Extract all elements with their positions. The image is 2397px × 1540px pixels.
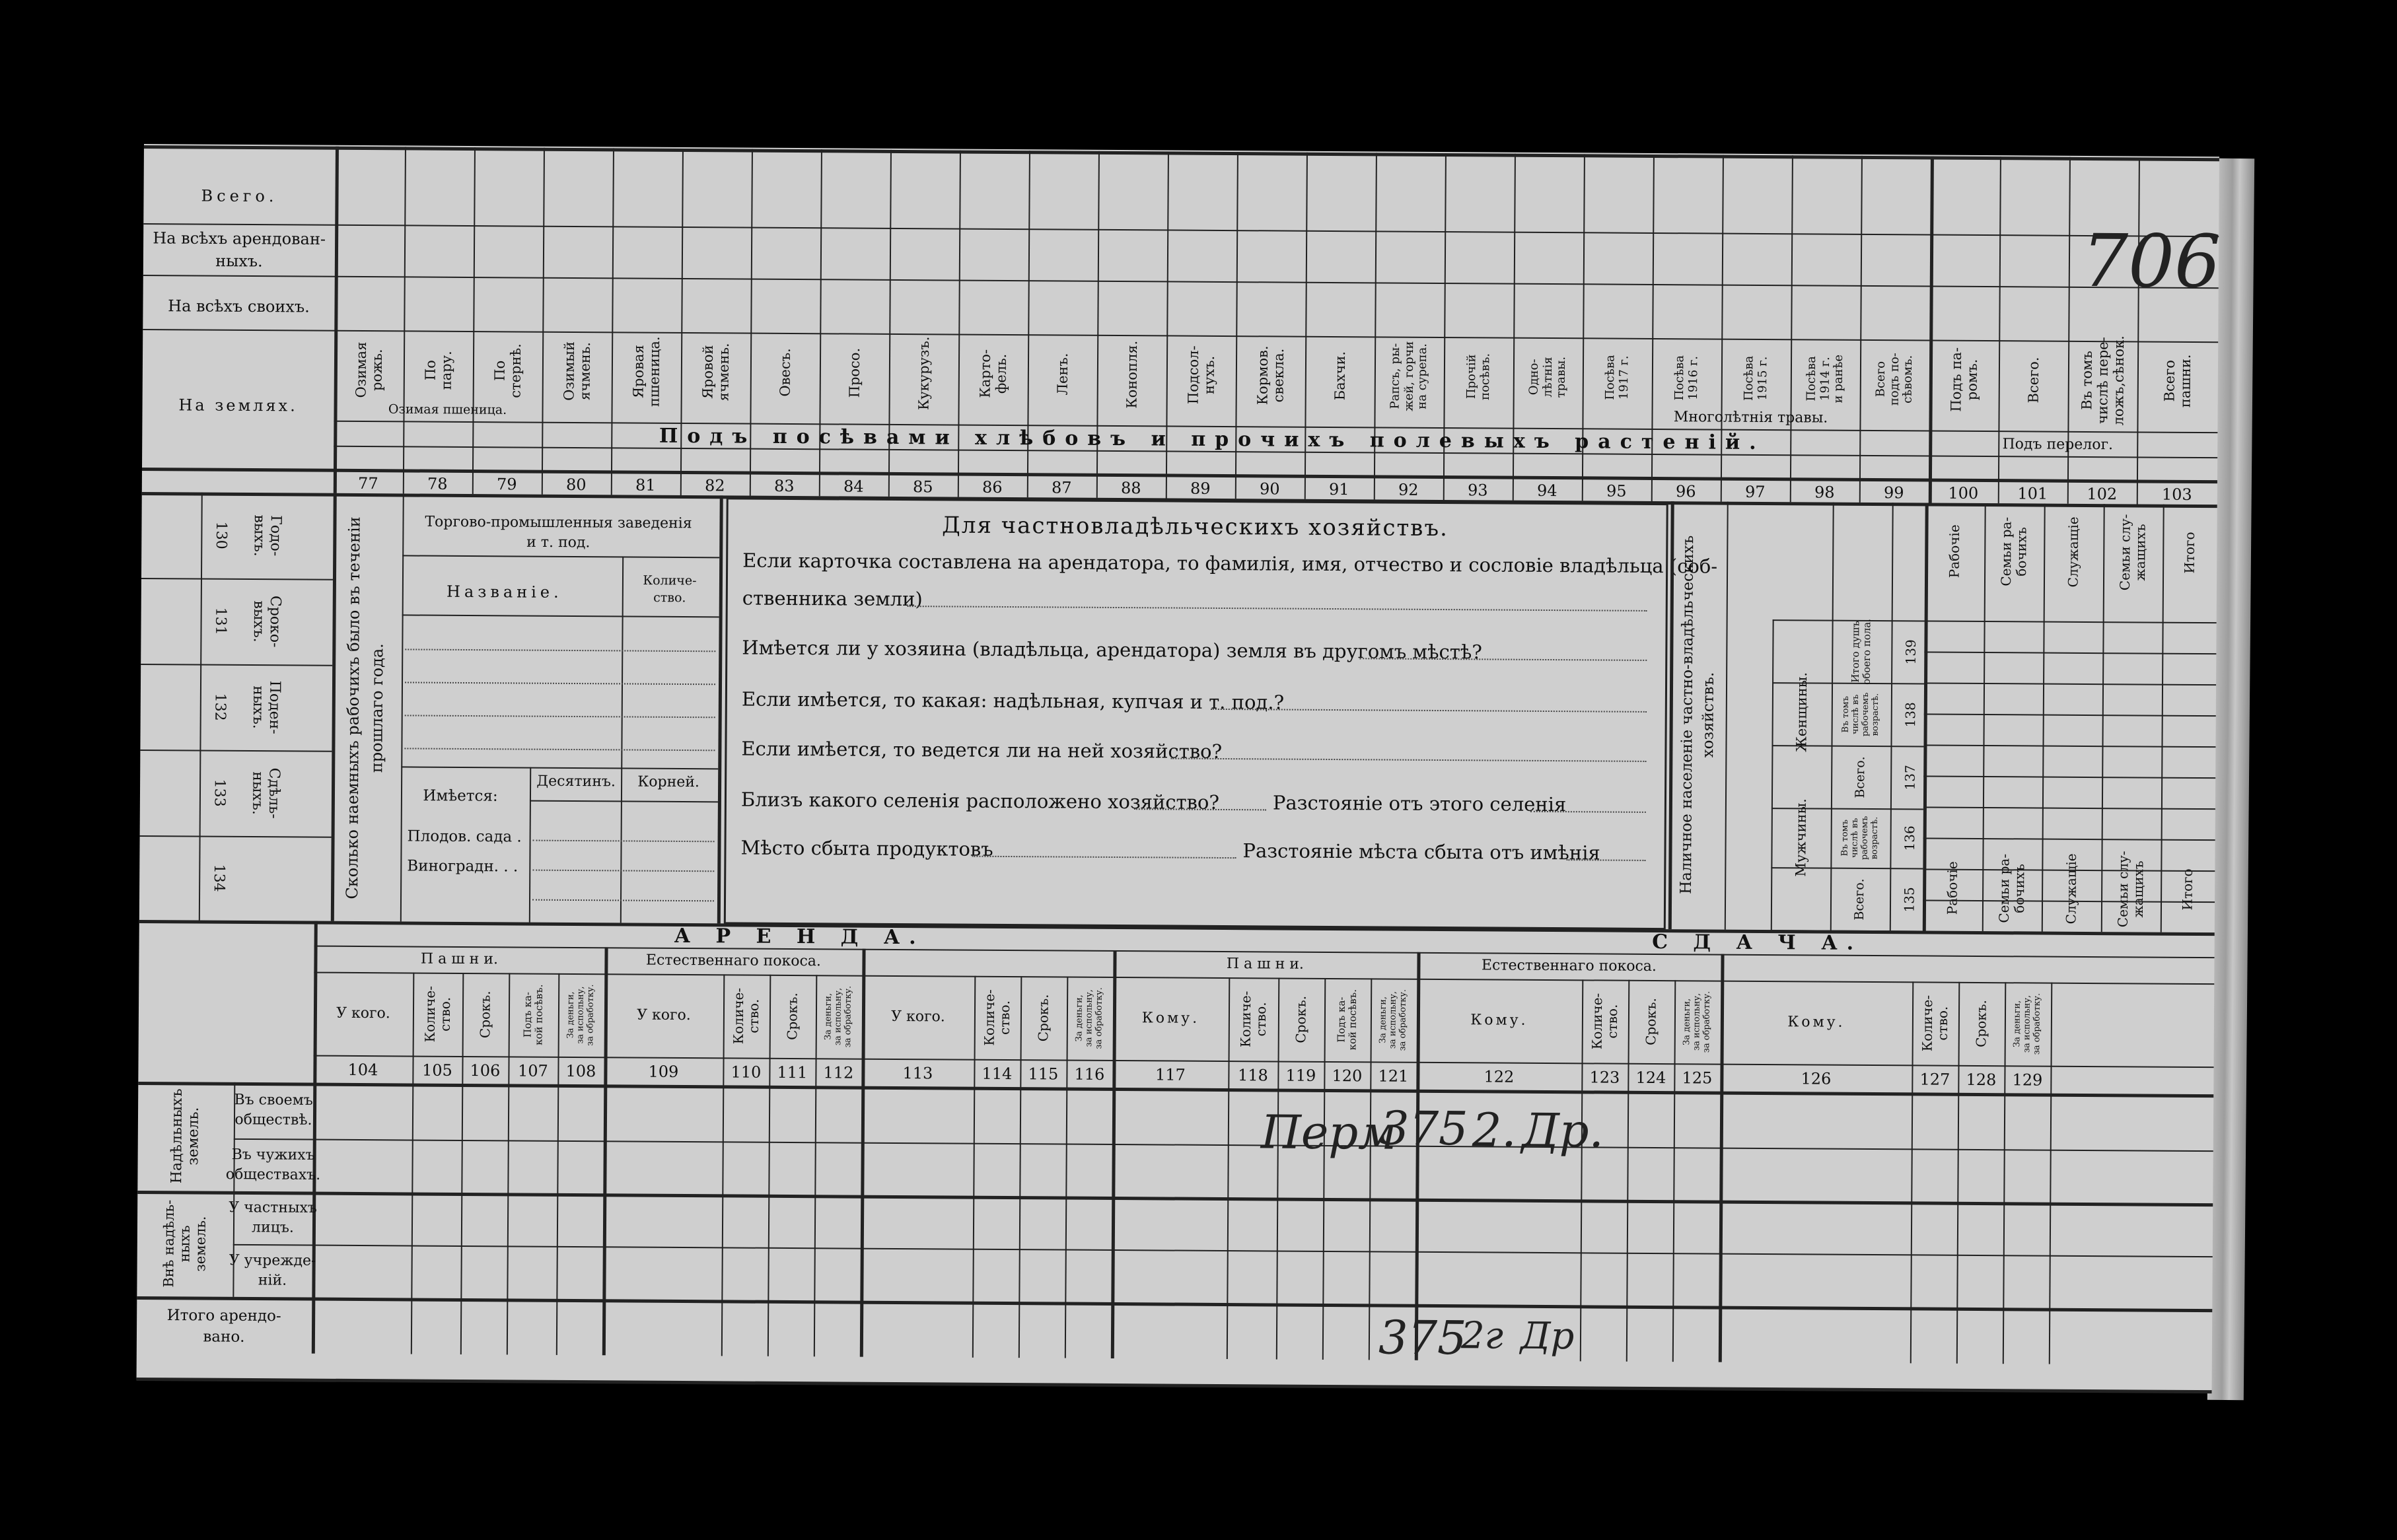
crop-col-header: Яровой ячмень. [699,343,732,402]
col-rule [2003,982,2007,1364]
lease-arenda-title: А Р Е Н Д А. [674,924,925,950]
lease-col-header: Срокъ. [1643,998,1659,1045]
col-rule [814,975,818,1356]
lease-col-number: 111 [777,1063,808,1082]
rule [141,578,333,580]
col-rule [1719,954,1725,1362]
crop-col-header: По пару. [422,351,454,390]
staff-col-header: Семьи слу- жащихъ [2116,514,2149,591]
col-rule [556,973,560,1355]
crop-col-number: 86 [982,477,1003,497]
col-rule [721,974,725,1356]
crop-col-number: 85 [912,477,933,497]
col-rule [1369,978,1373,1360]
lease-col-header: Срокъ. [784,993,801,1040]
hand-total-dengi: Др [1520,1314,1575,1358]
crop-col-number: 103 [2161,485,2192,504]
pop-total-both: Итого душъ обоего пола. [1849,618,1873,685]
col-rule [1923,503,1929,930]
trade-line [405,715,715,718]
col-rule [1626,980,1630,1362]
col-rule [1322,978,1326,1360]
lease-col-number: 117 [1155,1065,1186,1084]
staff-col-header: Итого [2181,532,2198,574]
hired-col-label: Сроко- выхъ. [250,595,284,648]
lease-col-number: 106 [470,1061,501,1080]
col-rule [2101,504,2105,932]
group-non-allotment: Внѣ надѣль- ныхъ земель. [161,1199,209,1288]
crop-col-number: 100 [1948,483,1979,503]
population-caption: Наличное населенiе частно-владѣльческихъ хозяйствъ. [1677,535,1718,895]
col-rule [403,147,406,493]
crop-col-number: 77 [358,473,378,493]
lease-col-header: Подъ ка- кой посѣвъ. [520,984,545,1045]
lease-col-header: За деньги, за испольну, за обработку. [2012,993,2042,1055]
lease-col-header: Срокъ. [477,991,493,1039]
col-rule [2042,504,2046,932]
lease-col-header: У кого. [637,1006,691,1024]
lease-col-number: 127 [1919,1070,1950,1089]
rule [143,329,2218,343]
rule [1923,806,2215,810]
lease-group-header: Естественнаго покоса. [645,952,822,970]
crop-col-header: Посѣва 1917 г. [1602,355,1631,400]
crop-col-header: Подсол- нухъ. [1184,345,1217,405]
col-rule [602,947,608,1355]
rule [1924,651,2216,654]
lease-sdacha-title: С Д А Ч А. [1652,930,1863,955]
lease-col-header: Кому. [1787,1014,1845,1031]
question-farming: Если имѣется, то ведется ли на ней хозяйство? [741,737,1223,763]
crop-col-header: Ленъ. [1054,353,1071,396]
trade-qty-header: Количе- ство. [643,573,697,606]
lease-col-header: Количе- ство. [981,989,1013,1046]
rule [402,555,719,558]
pop-col-number: 139 [1902,639,1919,665]
crop-col-number: 87 [1051,478,1072,497]
lease-col-number: 125 [1682,1068,1713,1088]
staff-col-footer: Рабочiе [1944,861,1960,915]
crop-col-number: 99 [1883,483,1904,503]
crop-col-number: 102 [2087,484,2118,504]
lease-col-number: 121 [1378,1067,1409,1086]
col-rule [1910,981,1914,1363]
staff-col-footer: Служащiе [2063,853,2079,925]
trade-title: Торгово-промышленныя заведенiя и т. под. [425,513,692,551]
hired-col-number: 133 [211,779,228,807]
col-rule [331,493,337,921]
crop-col-number: 101 [2017,484,2048,503]
lease-col-header: Срокъ. [1973,1000,1989,1047]
rule [1924,713,2216,717]
hired-col-number: 132 [211,693,229,721]
question-nearest-village: Близъ какого селенiя расположено хозяйство? [740,788,1220,814]
crop-col-number: 89 [1190,479,1211,498]
lease-col-header: Количе- ство. [730,987,762,1045]
lease-col-number: 119 [1285,1066,1316,1085]
crop-col-number: 82 [704,476,725,495]
crop-col-header: Посѣва 1915 г. [1741,355,1770,402]
lease-col-number: 120 [1332,1067,1363,1086]
top-border [144,145,2219,161]
lease-col-number: 104 [347,1060,378,1080]
rule [314,972,2214,985]
col-rule [1227,977,1231,1359]
row-label-on-land: На землях. [178,396,298,415]
lease-col-header: У кого. [891,1008,945,1026]
rule [140,750,332,752]
rule [1925,620,2217,623]
row-label-total: Всего. [201,186,278,206]
pop-col-number: 138 [1902,701,1919,728]
lease-col-header: Срокъ. [1035,994,1052,1042]
col-rule [768,975,771,1356]
crop-col-number: 93 [1467,481,1488,500]
col-rule [972,976,976,1358]
question-village-distance: Разстоянiе отъ этого селенiя [1272,791,1567,816]
rule [233,1244,2213,1257]
crop-col-number: 95 [1606,481,1627,501]
lease-col-header: За деньги, за испольну, за обработку. [1074,987,1104,1049]
rule [143,223,2219,237]
lease-col-header: За деньги, за испольну, за обработку. [1378,989,1408,1051]
crop-col-number: 83 [773,476,795,496]
col-rule [1276,978,1280,1360]
crop-col-header: Прочiй посѣвъ. [1464,353,1492,401]
col-rule [411,973,415,1354]
crop-col-number: 96 [1675,482,1696,501]
rule [143,275,2219,289]
col-rule [2161,505,2164,932]
lease-col-number: 109 [648,1062,679,1081]
lease-col-header: Подъ ка- кой посѣвъ. [1335,989,1359,1051]
rule [234,1138,2213,1152]
desyatin-header: Десятинъ. [536,773,616,790]
staff-col-header: Рабочiе [1946,524,1963,578]
col-rule [1019,976,1022,1358]
fill-line [532,870,714,872]
col-rule [1956,982,1960,1364]
col-rule [620,556,624,923]
lease-col-header: За деньги, за испольну, за обработку. [823,985,853,1048]
lease-group-header: П а ш н и. [1226,956,1305,973]
lease-col-number: 118 [1237,1066,1268,1085]
pop-vsego: Всего. [1853,755,1868,798]
question-owner: Если карточка составлена на арендатора, то фамилiя, имя, отчество и сословiе владѣльца (соб- [742,549,1718,578]
rule [1923,837,2215,841]
crop-col-number: 78 [427,474,448,493]
rule [1923,775,2215,779]
row-private-persons: У частныхъ лицъ. [229,1199,318,1236]
col-rule [1065,977,1069,1358]
banner-crops: Подъ посѣвами хлѣбовъ и прочихъ полевыхъ растенiй. [659,424,1766,455]
crop-col-header: Всего подъ по- сѣвомъ. [1873,353,1915,406]
crop-col-header: Конопля. [1124,340,1140,409]
pop-men: Мужчины. [1793,798,1809,877]
crop-col-number: 80 [566,475,587,495]
hand-qty: 375 [1379,1101,1468,1156]
col-rule [2137,157,2140,504]
rule [1773,619,1925,621]
rule [137,1191,2213,1207]
group-perennial: Многолѣтнiя травы. [1673,409,1828,427]
col-rule [1982,503,1986,931]
pop-col-number: 135 [1901,886,1917,913]
col-rule [1415,952,1421,1360]
crop-col-header: Въ томъ числѣ пере- ложъ,сѣнок. [2078,335,2127,426]
crop-col-number: 98 [1814,483,1835,502]
crop-col-header: Подъ па- ромъ. [1947,347,1980,412]
hand-dengi: Др. [1521,1103,1604,1158]
hired-col-label: Годо- выхъ. [250,514,284,557]
staff-col-header: Служащiе [2065,516,2082,588]
col-rule [460,973,464,1354]
crop-col-number: 88 [1120,479,1141,498]
rule [402,614,719,617]
crop-col-header: Кукурузъ. [915,336,932,410]
bottom-border [137,1378,2212,1393]
lease-col-header: Количе- ство. [1919,995,1951,1052]
crop-col-header: Бахчи. [1332,351,1348,401]
hired-col-label: Сдѣль- ныхъ. [248,767,283,819]
trade-line [404,748,715,751]
staff-col-footer: Семьи ра- бочихъ [1995,853,2028,923]
col-rule [860,949,866,1357]
col-rule [472,147,476,494]
crop-col-header: Озимый ячмень. [560,341,593,401]
staff-col-footer: Итого [2179,868,2196,911]
hand-total-srok: 2г [1460,1314,1504,1358]
crop-col-number: 91 [1328,479,1349,499]
col-rule [1929,157,1934,503]
lease-col-header: У кого. [336,1004,390,1022]
trade-line [405,682,715,685]
col-rule [1725,502,1729,930]
hand-srok: 2. [1472,1103,1517,1158]
lease-col-header: Кому. [1470,1012,1528,1029]
crop-col-number: 81 [635,475,656,495]
rule [140,835,332,838]
fill-line [532,899,714,902]
crop-col-header: Просо. [846,347,863,398]
lease-col-header: Кому. [1141,1010,1200,1027]
rule [142,468,2217,483]
col-rule [611,148,614,495]
crop-col-header: Овесъ. [777,348,793,397]
rule [401,766,718,769]
lease-col-header: Количе- ство. [1589,993,1621,1050]
crop-col-number: 90 [1259,479,1280,499]
hired-col-number: 134 [210,864,227,892]
crop-col-header: Яровая пшеница. [630,336,662,407]
col-rule [1859,156,1863,503]
col-rule [1790,155,1793,502]
pop-col-number: 136 [1902,825,1918,851]
col-rule [529,767,531,923]
staff-col-header: Семьи ра- бочихъ [1997,516,2030,586]
has-label: Имѣется: [423,787,498,805]
question-other-land: Имѣется ли у хозяина (владѣльца, арендатора) земля въ другомъ мѣстѣ? [742,636,1482,664]
lease-col-number: 124 [1635,1068,1666,1088]
col-rule [1580,979,1584,1361]
lease-col-header: Количе- ство. [421,985,453,1043]
fill-line [533,840,715,843]
rule [138,1082,2213,1098]
pop-col-number: 137 [1902,764,1918,790]
lease-group-header: Естественнаго покоса. [1481,957,1657,975]
lease-col-number: 112 [823,1063,854,1082]
row-other-society: Въ чужихъ обществахъ. [225,1146,321,1183]
crop-col-header: По стернѣ. [491,343,524,398]
col-rule [1111,950,1117,1358]
crop-col-header: Всего. [2025,357,2042,403]
trade-name-header: Названiе. [446,582,563,602]
rule [530,800,718,803]
rule [141,664,332,666]
lease-col-number: 115 [1028,1065,1059,1084]
lease-col-number: 123 [1589,1068,1620,1087]
staff-col-footer: Семьи слу- жащихъ [2114,851,2147,928]
archive-number-stamp: 706 [2081,218,2221,304]
pop-incl: Въ томъ числѣ въ рабочемъ возрастѣ. [1840,692,1880,736]
col-rule [1672,980,1676,1362]
crop-col-header: Посѣва 1914 г. и ранѣе [1804,354,1845,403]
group-winter-wheat: Озимая пшеница. [388,402,507,417]
row-institutions: У учрежде- нiй. [229,1252,316,1289]
lease-col-header: Срокъ. [1293,995,1309,1043]
row-label-leased: На всѣхъ арендован- ныхъ. [153,228,326,271]
crop-col-number: 84 [843,477,864,496]
col-rule [1998,157,2001,503]
lease-group-header: П а ш н и. [420,950,499,968]
crop-col-header: Карто- фель. [977,349,1009,398]
lease-col-number: 128 [1966,1070,1997,1090]
hand-komu: Перм [1260,1105,1397,1160]
question-market: Мѣсто сбыта продуктовъ [740,836,993,860]
question-owner-cont: ственника земли) [742,586,923,611]
crop-col-header: Рапсъ, ры- жей, горчи на сурепа. [1388,341,1430,411]
crop-col-number: 79 [497,475,517,494]
question-land-type: Если имѣется, то какая: надѣльная, купчая и т. под.? [741,687,1285,714]
col-rule [1890,503,1894,930]
hand-total-qty: 375 [1378,1310,1467,1366]
lease-col-number: 107 [517,1061,548,1080]
vineyard-label: Виноградн. . . [407,857,519,876]
crop-col-header: Посѣва 1916 г. [1672,355,1700,401]
pop-incl: Въ томъ числѣ въ рабочемъ возрастѣ. [1840,816,1880,860]
crop-col-number: 92 [1398,480,1419,499]
group-fallow: Подъ перелог. [2002,436,2114,454]
hired-col-number: 130 [212,521,230,549]
rule [1924,682,2216,685]
pop-women: Женщины. [1793,672,1810,752]
pop-vsego: Всего. [1851,878,1867,921]
col-rule [717,495,723,923]
crop-col-number: 94 [1536,481,1557,501]
col-rule [1830,503,1834,930]
col-rule [334,147,339,493]
row-total-leased: Итого арендо- вано. [166,1307,281,1346]
col-rule [507,973,511,1354]
row-label-own: На всѣхъ своихъ. [168,297,310,316]
lease-col-number: 116 [1074,1065,1105,1084]
row-own-society: Въ своемъ обществѣ. [234,1092,313,1129]
group-allotment: Надѣльныхъ земель. [168,1088,203,1184]
lease-col-number: 110 [731,1063,762,1082]
private-title: Для частновладѣльческихъ хозяйствъ. [942,512,1449,542]
crop-col-header: Озимая рожь. [353,341,385,398]
orchard-label: Плодов. сада . [407,827,522,846]
question-market-distance: Разстоянiе мѣста сбыта отъ имѣнiя [1242,839,1600,864]
rule [1923,744,2215,748]
lease-col-number: 108 [565,1061,596,1081]
col-rule [542,148,545,495]
lease-col-number: 129 [2012,1070,2043,1090]
crop-col-header: Кормов. свекла. [1254,345,1287,405]
lease-col-number: 126 [1801,1069,1832,1088]
trade-line [405,648,715,652]
hired-col-label: Поден- ныхъ. [249,680,283,734]
lease-col-number: 105 [421,1061,452,1080]
census-card [137,144,2219,1393]
col-rule [1771,619,1774,930]
col-rule [400,493,404,921]
hired-col-number: 131 [212,607,229,635]
lease-col-header: Количе- ство. [1237,991,1269,1047]
korney-header: Корней. [637,773,700,791]
lease-col-header: За деньги, за испольну, за обработку. [1682,991,1712,1053]
col-rule [199,493,203,921]
lease-col-header: За деньги, за испольну, за обработку. [565,984,596,1046]
crop-col-number: 97 [1744,482,1766,502]
crop-col-header: Всего пашни. [2161,354,2194,408]
crop-col-header: Одно- лѣтнiя травы. [1526,356,1568,398]
lease-col-number: 113 [902,1064,933,1083]
lease-col-number: 122 [1484,1067,1515,1086]
rule [137,1296,2212,1312]
lease-col-number: 114 [982,1064,1013,1084]
col-rule [2049,983,2053,1364]
hired-workers-caption: Сколько наемныхъ рабочихъ было въ теченiи прошлаго года. [343,516,387,899]
